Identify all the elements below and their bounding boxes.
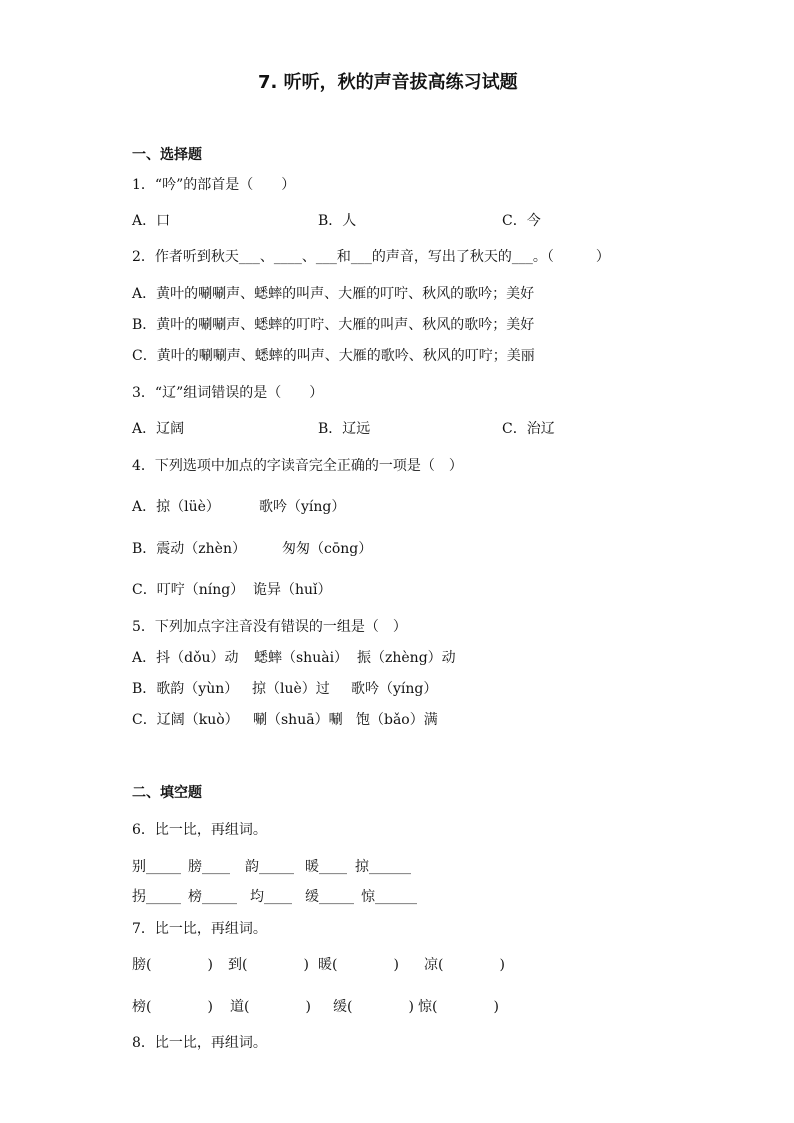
question-7-item: 暖( ) <box>318 957 399 973</box>
question-4-stem: 4．下列选项中加点的字读音完全正确的一项是（ ） <box>132 458 463 474</box>
section-heading-choice: 一、选择题 <box>132 147 202 163</box>
question-2-option-a: A．黄叶的唰唰声、蟋蟀的叫声、大雁的叮咛、秋风的歌吟；美好 <box>132 286 535 302</box>
question-4-option-a-second: 歌吟（yíng） <box>259 499 346 515</box>
question-1-option-c: C．今 <box>502 213 541 229</box>
question-6-item: 别_____ <box>132 859 181 875</box>
question-5-option-b-second: 掠（luè）过 <box>252 681 330 697</box>
question-4-option-a: A．掠（lüè） <box>132 499 220 515</box>
question-7-item: 膀( ) <box>132 957 213 973</box>
question-6-item: 膀____ <box>188 859 230 875</box>
question-5-option-a-second: 蟋蟀（shuài） <box>254 650 349 666</box>
question-2-option-b: B．黄叶的唰唰声、蟋蟀的叮咛、大雁的叫声、秋风的歌吟；美好 <box>132 317 535 333</box>
question-3-stem: 3．“辽”组词错误的是（ ） <box>132 385 324 401</box>
question-5-option-a: A．抖（dǒu）动 <box>132 650 239 666</box>
question-7-item: 缓( ) <box>333 999 414 1015</box>
question-4-option-b: B．震动（zhèn） <box>132 541 246 557</box>
question-7-stem: 7．比一比，再组词。 <box>132 921 267 937</box>
question-5-option-b-third: 歌吟（yíng） <box>351 681 438 697</box>
question-6-item: 拐_____ <box>132 889 181 905</box>
question-4-option-b-second: 匆匆（cōng） <box>282 541 373 557</box>
question-5-option-b: B．歌韵（yùn） <box>132 681 239 697</box>
question-7-item: 榜( ) <box>132 999 213 1015</box>
question-8-stem: 8．比一比，再组词。 <box>132 1035 267 1051</box>
question-5-option-c-third: 饱（bǎo）满 <box>356 712 438 728</box>
question-6-item: 惊______ <box>361 889 417 905</box>
question-5-option-c-second: 唰（shuā）唰 <box>253 712 343 728</box>
question-6-stem: 6．比一比，再组词。 <box>132 822 267 838</box>
question-6-item: 暖____ <box>305 859 347 875</box>
question-5-option-a-third: 振（zhèng）动 <box>357 650 456 666</box>
question-1-stem: 1．“吟”的部首是（ ） <box>132 177 296 193</box>
question-3-option-a: A．辽阔 <box>132 421 185 437</box>
question-2-option-c: C．黄叶的唰唰声、蟋蟀的叫声、大雁的歌吟、秋风的叮咛；美丽 <box>132 348 535 364</box>
question-3-option-c: C．治辽 <box>502 421 555 437</box>
question-7-item: 到( ) <box>228 957 309 973</box>
page-title: 7. 听听，秋的声音拔高练习试题 <box>258 72 518 93</box>
question-6-item: 掠______ <box>355 859 411 875</box>
question-1-option-a: A．口 <box>132 213 171 229</box>
question-7-item: 凉( ) <box>424 957 505 973</box>
question-7-item: 道( ) <box>230 999 311 1015</box>
question-5-option-c: C．辽阔（kuò） <box>132 712 239 728</box>
question-1-option-b: B．人 <box>318 213 357 229</box>
question-5-stem: 5．下列加点字注音没有错误的一组是（ ） <box>132 619 407 635</box>
question-2-stem: 2．作者听到秋天___、____、___和___的声音，写出了秋天的___。（ ） <box>132 249 610 265</box>
question-6-item: 缓_____ <box>305 889 354 905</box>
section-heading-fill: 二、填空题 <box>132 785 202 801</box>
question-6-item: 均____ <box>250 889 292 905</box>
question-6-item: 榜_____ <box>188 889 237 905</box>
question-4-option-c-second: 诡异（huǐ） <box>253 582 332 598</box>
question-3-option-b: B．辽远 <box>318 421 371 437</box>
question-6-item: 韵_____ <box>245 859 294 875</box>
question-4-option-c: C．叮咛（níng） <box>132 582 245 598</box>
question-7-item: 惊( ) <box>418 999 499 1015</box>
